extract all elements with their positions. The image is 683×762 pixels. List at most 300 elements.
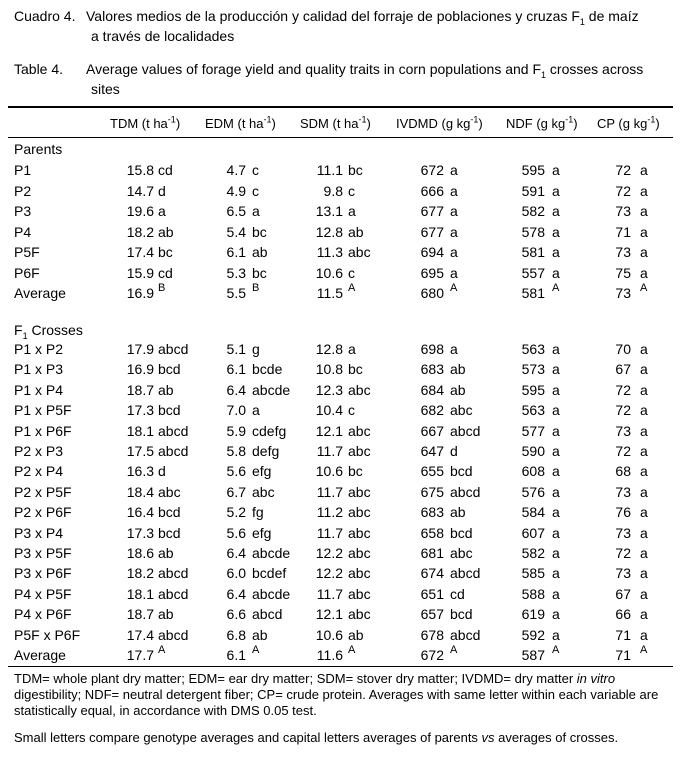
cell-ndf-letter: a	[552, 264, 560, 281]
cell-sdm-letter: bc	[348, 463, 363, 480]
cell-ivdmd-letter: a	[450, 223, 458, 240]
table-row	[0, 461, 683, 481]
cell-cp-letter: a	[640, 483, 648, 500]
cell-edm-value: 6.5	[226, 203, 246, 219]
cell-ivdmd-letter: a	[450, 182, 458, 199]
cell-cp-value: 70	[615, 341, 631, 357]
cell-tdm-value: 17.3	[126, 402, 154, 419]
cell-genotype: P3 x P6F	[14, 565, 72, 582]
cell-tdm-value: 18.1	[126, 422, 154, 439]
cell-ivdmd-letter: A	[450, 282, 458, 294]
cell-cp-letter: a	[640, 402, 648, 419]
cell-cp-value: 71	[615, 626, 631, 643]
cell-ivdmd-letter: a	[450, 162, 458, 178]
cell-ivdmd-letter: abcd	[450, 626, 481, 643]
cell-genotype: P1 x P4	[14, 381, 64, 398]
cell-ivdmd-letter: cd	[450, 585, 465, 602]
cell-ndf-value: 591	[521, 182, 545, 199]
cell-sdm-letter: abc	[348, 422, 371, 439]
cell-cp-letter: a	[640, 341, 648, 357]
table-row	[0, 181, 683, 201]
cell-cp-letter: a	[640, 626, 648, 643]
cell-ivdmd-letter: abc	[450, 402, 473, 419]
cell-ivdmd-value: 694	[420, 244, 444, 260]
cell-tdm-value: 18.1	[126, 585, 154, 602]
cell-genotype: P4 x P6F	[14, 606, 72, 623]
cell-tdm-value: 18.6	[126, 545, 154, 561]
cell-sdm-value: 12.1	[315, 606, 343, 623]
cell-genotype: P3 x P4	[14, 524, 64, 541]
cell-sdm-value: 11.2	[316, 504, 343, 521]
cell-cp-letter: a	[640, 244, 648, 260]
cell-cp-letter: a	[640, 223, 648, 240]
cell-ivdmd-letter: a	[450, 264, 458, 281]
cell-cp-letter: a	[640, 565, 648, 582]
cell-tdm-value: 18.2	[126, 565, 154, 582]
cell-tdm-letter: B	[158, 282, 166, 294]
cell-ivdmd-letter: a	[450, 244, 458, 260]
cell-tdm-letter: d	[158, 463, 166, 480]
cell-edm-value: 5.6	[226, 524, 246, 541]
cell-tdm-letter: A	[158, 644, 166, 656]
cell-sdm-value: 9.8	[323, 182, 343, 199]
cell-ndf-letter: a	[552, 381, 560, 398]
cell-ivdmd-value: 672	[420, 162, 444, 178]
cell-genotype: P5F x P6F	[14, 626, 81, 643]
cell-tdm-letter: abcd	[158, 341, 189, 357]
cell-ndf-letter: a	[552, 585, 560, 602]
cell-edm-value: 5.4	[226, 223, 246, 240]
cell-sdm-value: 12.8	[315, 341, 343, 357]
cell-edm-value: 6.1	[226, 647, 246, 663]
cell-genotype: Average	[14, 285, 66, 301]
cell-edm-value: 6.8	[226, 626, 246, 643]
cell-edm-letter: bcde	[252, 361, 283, 378]
cell-edm-value: 6.4	[226, 545, 246, 561]
cell-sdm-value: 11.7	[316, 443, 343, 459]
cell-cp-value: 73	[615, 524, 631, 541]
table-row	[0, 359, 683, 379]
cell-edm-letter: abcde	[252, 545, 291, 561]
cell-ndf-value: 582	[521, 203, 545, 219]
cell-tdm-letter: abcd	[158, 422, 189, 439]
cell-ndf-letter: a	[552, 182, 560, 199]
caption-english-line2: sites	[91, 81, 120, 97]
cell-edm-letter: B	[252, 282, 260, 294]
cell-genotype: P2 x P6F	[14, 504, 72, 521]
cell-edm-letter: abc	[252, 483, 275, 500]
header-ivdmd: IVDMD (g $kg^{-1}$)	[396, 114, 483, 131]
cell-ivdmd-letter: bcd	[450, 524, 473, 541]
cell-cp-value: 66	[615, 606, 631, 623]
cell-edm-value: 5.8	[226, 443, 246, 459]
cell-edm-value: 5.5	[226, 285, 246, 301]
cell-ndf-letter: a	[552, 361, 560, 378]
cell-ndf-value: 595	[521, 381, 545, 398]
cell-ivdmd-letter: ab	[450, 504, 466, 521]
cell-cp-letter: a	[640, 545, 648, 561]
cell-sdm-value: 12.2	[315, 545, 343, 561]
cell-genotype: P6F	[14, 264, 40, 281]
cell-sdm-value: 11.6	[316, 647, 343, 663]
cell-ndf-letter: a	[552, 422, 560, 439]
cell-edm-letter: abcde	[252, 381, 291, 398]
cell-sdm-value: 10.8	[315, 361, 343, 378]
cell-edm-value: 5.9	[226, 422, 246, 439]
cell-tdm-value: 15.9	[126, 264, 154, 281]
cell-genotype: P2	[14, 182, 32, 199]
cell-cp-letter: a	[640, 381, 648, 398]
cell-ndf-value: 573	[521, 361, 545, 378]
cell-ndf-value: 576	[521, 483, 545, 500]
cell-cp-value: 67	[615, 585, 631, 602]
cell-cp-value: 72	[615, 402, 631, 419]
cell-tdm-value: 16.3	[126, 463, 154, 480]
cell-genotype: P1 x P6F	[14, 422, 72, 439]
cell-sdm-letter: ab	[348, 223, 364, 240]
cell-ndf-value: 578	[521, 223, 545, 240]
cell-tdm-letter: abcd	[158, 443, 189, 459]
cell-sdm-value: 11.5	[316, 285, 343, 301]
cell-ndf-value: 595	[521, 162, 545, 178]
table-bottom-rule	[8, 666, 673, 667]
cell-cp-letter: a	[640, 422, 648, 439]
cell-sdm-value: 13.1	[315, 203, 343, 219]
cell-ivdmd-value: 683	[420, 361, 444, 378]
cell-sdm-value: 11.1	[316, 162, 343, 178]
section-crosses	[0, 320, 683, 340]
cell-genotype: P2 x P3	[14, 443, 64, 459]
cell-ivdmd-value: 681	[420, 545, 444, 561]
cell-ndf-value: 590	[521, 443, 545, 459]
cell-ndf-value: 581	[521, 285, 545, 301]
cell-genotype: P2 x P4	[14, 463, 64, 480]
cell-edm-value: 5.1	[226, 341, 246, 357]
cell-sdm-letter: ab	[348, 626, 364, 643]
cell-sdm-letter: abc	[348, 244, 371, 260]
cell-genotype: P3 x P5F	[14, 545, 72, 561]
parents-average-row	[0, 283, 683, 303]
cell-edm-value: 5.6	[226, 463, 246, 480]
cell-cp-value: 73	[615, 483, 631, 500]
cell-ndf-letter: a	[552, 203, 560, 219]
section-crosses-label: $F_1$ Crosses	[14, 322, 83, 341]
table-row	[0, 242, 683, 262]
cell-sdm-value: 11.7	[316, 585, 343, 602]
cell-edm-letter: bc	[252, 264, 267, 281]
cell-sdm-value: 10.4	[315, 402, 343, 419]
table-row	[0, 523, 683, 543]
cell-sdm-letter: abc	[348, 483, 371, 500]
cell-cp-letter: a	[640, 264, 648, 281]
cell-ndf-value: 584	[521, 504, 545, 521]
caption-english	[14, 59, 643, 99]
table-row	[0, 400, 683, 420]
footnote-abbreviations: TDM= whole plant dry matter; EDM= ear dry matter; SDM= stover dry matter; IVDMD= dry matter in vitro digestibility; NDF= neutral detergent fiber; CP= crude protein. Averages with same letter within each variable are statistically equal, in accordance with DMS 0.05 test.	[14, 671, 659, 718]
cell-cp-letter: a	[640, 361, 648, 378]
table-row	[0, 222, 683, 242]
cell-ndf-value: 582	[521, 545, 545, 561]
cell-ndf-letter: a	[552, 626, 560, 643]
table-header-rule	[8, 137, 673, 138]
cell-tdm-letter: bcd	[158, 524, 181, 541]
cell-edm-value: 7.0	[226, 402, 246, 419]
cell-tdm-letter: abcd	[158, 585, 189, 602]
cell-tdm-letter: bc	[158, 244, 173, 260]
cell-edm-letter: ab	[252, 626, 268, 643]
cell-edm-value: 4.7	[226, 162, 246, 178]
cell-ivdmd-letter: abcd	[450, 422, 481, 439]
cell-genotype: P2 x P5F	[14, 483, 72, 500]
header-sdm: SDM (t $ha^{-1}$)	[300, 114, 371, 131]
cell-cp-letter: a	[640, 463, 648, 480]
cell-tdm-value: 16.4	[126, 504, 154, 521]
cell-sdm-value: 12.8	[315, 223, 343, 240]
cell-genotype: P3	[14, 203, 32, 219]
cell-tdm-letter: abc	[158, 483, 181, 500]
cell-tdm-letter: bcd	[158, 402, 181, 419]
cell-sdm-letter: c	[348, 182, 355, 199]
cell-sdm-letter: abc	[348, 443, 371, 459]
cell-ivdmd-letter: abc	[450, 545, 473, 561]
cell-ivdmd-value: 683	[420, 504, 444, 521]
cell-sdm-letter: abc	[348, 545, 371, 561]
cell-tdm-value: 17.5	[126, 443, 154, 459]
cell-ndf-letter: A	[552, 282, 560, 294]
header-edm: EDM (t $ha^{-1}$)	[205, 114, 276, 131]
cell-tdm-value: 16.9	[126, 361, 154, 378]
table-row	[0, 482, 683, 502]
cell-edm-letter: c	[252, 162, 259, 178]
cell-ndf-letter: a	[552, 524, 560, 541]
cell-edm-letter: A	[252, 644, 260, 656]
cell-ivdmd-value: 677	[420, 203, 444, 219]
cell-edm-letter: bcdef	[252, 565, 287, 582]
footnote-letters: Small letters compare genotype averages and capital letters averages of parents vs averages of crosses.	[14, 730, 619, 745]
cell-ndf-letter: a	[552, 162, 560, 178]
cell-sdm-letter: a	[348, 203, 356, 219]
cell-genotype: P5F	[14, 244, 40, 260]
cell-sdm-letter: c	[348, 264, 355, 281]
cell-tdm-value: 18.7	[126, 381, 154, 398]
cell-tdm-letter: abcd	[158, 626, 189, 643]
cell-sdm-letter: abc	[348, 606, 371, 623]
cell-sdm-value: 12.2	[315, 565, 343, 582]
cell-ivdmd-value: 675	[420, 483, 444, 500]
cell-ndf-letter: a	[552, 341, 560, 357]
cell-edm-letter: a	[252, 203, 260, 219]
table-header-row	[0, 114, 683, 134]
cell-edm-value: 6.7	[226, 483, 246, 500]
cell-tdm-letter: ab	[158, 606, 174, 623]
cell-edm-letter: abcde	[252, 585, 291, 602]
cell-ndf-letter: a	[552, 402, 560, 419]
cell-cp-value: 71	[615, 223, 631, 240]
caption-spanish-label: Cuadro 4.	[14, 8, 76, 24]
cell-edm-value: 6.4	[226, 585, 246, 602]
cell-ndf-value: 608	[521, 463, 545, 480]
cell-ivdmd-letter: ab	[450, 381, 466, 398]
cell-cp-letter: A	[640, 282, 648, 294]
cell-ndf-letter: A	[552, 644, 560, 656]
cell-tdm-letter: bcd	[158, 361, 181, 378]
table-row	[0, 441, 683, 461]
caption-spanish-text: Valores medios de la producción y calidad del forraje de poblaciones y cruzas $F_1$ de maíz	[86, 8, 639, 27]
cell-sdm-letter: abc	[348, 524, 371, 541]
cell-cp-letter: a	[640, 203, 648, 219]
cell-tdm-letter: ab	[158, 223, 174, 240]
cell-cp-value: 76	[615, 504, 631, 521]
header-tdm: TDM (t $ha^{-1}$)	[110, 114, 181, 131]
cell-ivdmd-letter: bcd	[450, 606, 473, 623]
cell-tdm-letter: bcd	[158, 504, 181, 521]
cell-ivdmd-value: 680	[420, 285, 444, 301]
cell-ndf-value: 585	[521, 565, 545, 582]
cell-ndf-value: 563	[521, 402, 545, 419]
cell-ivdmd-letter: a	[450, 341, 458, 357]
cell-cp-letter: a	[640, 162, 648, 178]
cell-edm-value: 6.0	[226, 565, 246, 582]
cell-tdm-letter: cd	[158, 264, 173, 281]
header-cp: CP (g $kg^{-1}$)	[597, 114, 660, 131]
cell-tdm-value: 17.4	[126, 626, 154, 643]
cell-ndf-letter: a	[552, 606, 560, 623]
cell-edm-value: 5.3	[226, 264, 246, 281]
cell-sdm-letter: c	[348, 402, 355, 419]
cell-edm-letter: ab	[252, 244, 268, 260]
cell-ivdmd-letter: abcd	[450, 565, 481, 582]
cell-edm-letter: efg	[252, 524, 272, 541]
cell-ivdmd-value: 695	[420, 264, 444, 281]
cell-tdm-letter: ab	[158, 545, 174, 561]
cell-ivdmd-value: 684	[420, 381, 444, 398]
cell-sdm-letter: bc	[348, 361, 363, 378]
cell-cp-value: 72	[615, 545, 631, 561]
cell-ndf-value: 563	[521, 341, 545, 357]
cell-ivdmd-letter: a	[450, 203, 458, 219]
cell-tdm-value: 17.9	[126, 341, 154, 357]
cell-ndf-letter: a	[552, 545, 560, 561]
table-top-rule	[8, 106, 673, 108]
cell-ivdmd-letter: abcd	[450, 483, 481, 500]
table-row	[0, 421, 683, 441]
cell-edm-value: 6.6	[226, 606, 246, 623]
cell-tdm-letter: d	[158, 182, 166, 199]
cell-genotype: P1	[14, 162, 32, 178]
cell-ivdmd-value: 647	[420, 443, 444, 459]
cell-ivdmd-letter: ab	[450, 361, 466, 378]
cell-cp-letter: A	[640, 644, 648, 656]
cell-ndf-letter: a	[552, 223, 560, 240]
cell-sdm-value: 11.7	[316, 483, 343, 500]
cell-ivdmd-value: 698	[420, 341, 444, 357]
cell-tdm-value: 18.7	[126, 606, 154, 623]
cell-genotype: P1 x P5F	[14, 402, 72, 419]
cell-tdm-value: 17.3	[126, 524, 154, 541]
cell-ivdmd-value: 678	[420, 626, 444, 643]
cell-tdm-value: 17.7	[126, 647, 154, 663]
cell-edm-letter: fg	[252, 504, 264, 521]
cell-ndf-letter: a	[552, 483, 560, 500]
caption-english-text: Average values of forage yield and quality traits in corn populations and $F_1$ crosses across	[86, 61, 644, 80]
header-ndf: NDF (g $kg^{-1}$)	[506, 114, 578, 131]
cell-tdm-value: 18.4	[126, 483, 154, 500]
cell-cp-value: 73	[615, 203, 631, 219]
cell-cp-value: 73	[615, 422, 631, 439]
cell-cp-value: 68	[615, 463, 631, 480]
cell-sdm-value: 12.1	[315, 422, 343, 439]
cell-ivdmd-value: 657	[420, 606, 444, 623]
cell-tdm-value: 19.6	[126, 203, 154, 219]
section-parents	[0, 139, 683, 159]
cell-cp-letter: a	[640, 606, 648, 623]
cell-edm-letter: abcd	[252, 606, 283, 623]
cell-ndf-letter: a	[552, 244, 560, 260]
cell-cp-value: 72	[615, 182, 631, 199]
cell-tdm-value: 14.7	[126, 182, 154, 199]
cell-sdm-letter: abc	[348, 504, 371, 521]
cell-ivdmd-value: 672	[420, 647, 444, 663]
cell-cp-value: 67	[615, 361, 631, 378]
cell-genotype: P1 x P2	[14, 341, 64, 357]
table-row	[0, 380, 683, 400]
cell-sdm-value: 10.6	[315, 626, 343, 643]
cell-cp-letter: a	[640, 443, 648, 459]
cell-cp-value: 72	[615, 162, 631, 178]
cell-ivdmd-letter: bcd	[450, 463, 473, 480]
cell-tdm-letter: abcd	[158, 565, 189, 582]
table-row	[0, 502, 683, 522]
section-parents-label: Parents	[14, 141, 63, 157]
caption-english-label: Table 4.	[14, 61, 64, 77]
cell-sdm-letter: abc	[348, 585, 371, 602]
cell-sdm-letter: abc	[348, 565, 371, 582]
cell-sdm-value: 11.3	[316, 244, 343, 260]
cell-sdm-value: 10.6	[315, 463, 343, 480]
cell-ivdmd-value: 677	[420, 223, 444, 240]
cell-ndf-value: 619	[521, 606, 545, 623]
cell-ivdmd-value: 682	[420, 402, 444, 419]
crosses-average-row	[0, 645, 683, 665]
cell-genotype: Average	[14, 647, 66, 663]
cell-cp-value: 73	[615, 244, 631, 260]
cell-ndf-letter: a	[552, 463, 560, 480]
cell-cp-letter: a	[640, 585, 648, 602]
cell-tdm-letter: a	[158, 203, 166, 219]
table-row	[0, 339, 683, 359]
cell-edm-letter: c	[252, 182, 259, 199]
table-row	[0, 563, 683, 583]
cell-edm-value: 6.1	[226, 244, 246, 260]
cell-cp-value: 72	[615, 381, 631, 398]
cell-sdm-letter: abc	[348, 381, 371, 398]
cell-ivdmd-value: 651	[420, 585, 444, 602]
cell-sdm-letter: bc	[348, 162, 363, 178]
table-row	[0, 201, 683, 221]
cell-ndf-letter: a	[552, 504, 560, 521]
cell-edm-letter: defg	[252, 443, 280, 459]
cell-tdm-letter: cd	[158, 162, 173, 178]
cell-edm-value: 5.2	[226, 504, 246, 521]
caption-spanish	[14, 6, 639, 46]
cell-ndf-value: 592	[521, 626, 545, 643]
cell-ndf-value: 607	[521, 524, 545, 541]
cell-cp-letter: a	[640, 524, 648, 541]
table-row	[0, 543, 683, 563]
cell-cp-value: 73	[615, 285, 631, 301]
cell-edm-letter: g	[252, 341, 260, 357]
cell-genotype: P1 x P3	[14, 361, 64, 378]
